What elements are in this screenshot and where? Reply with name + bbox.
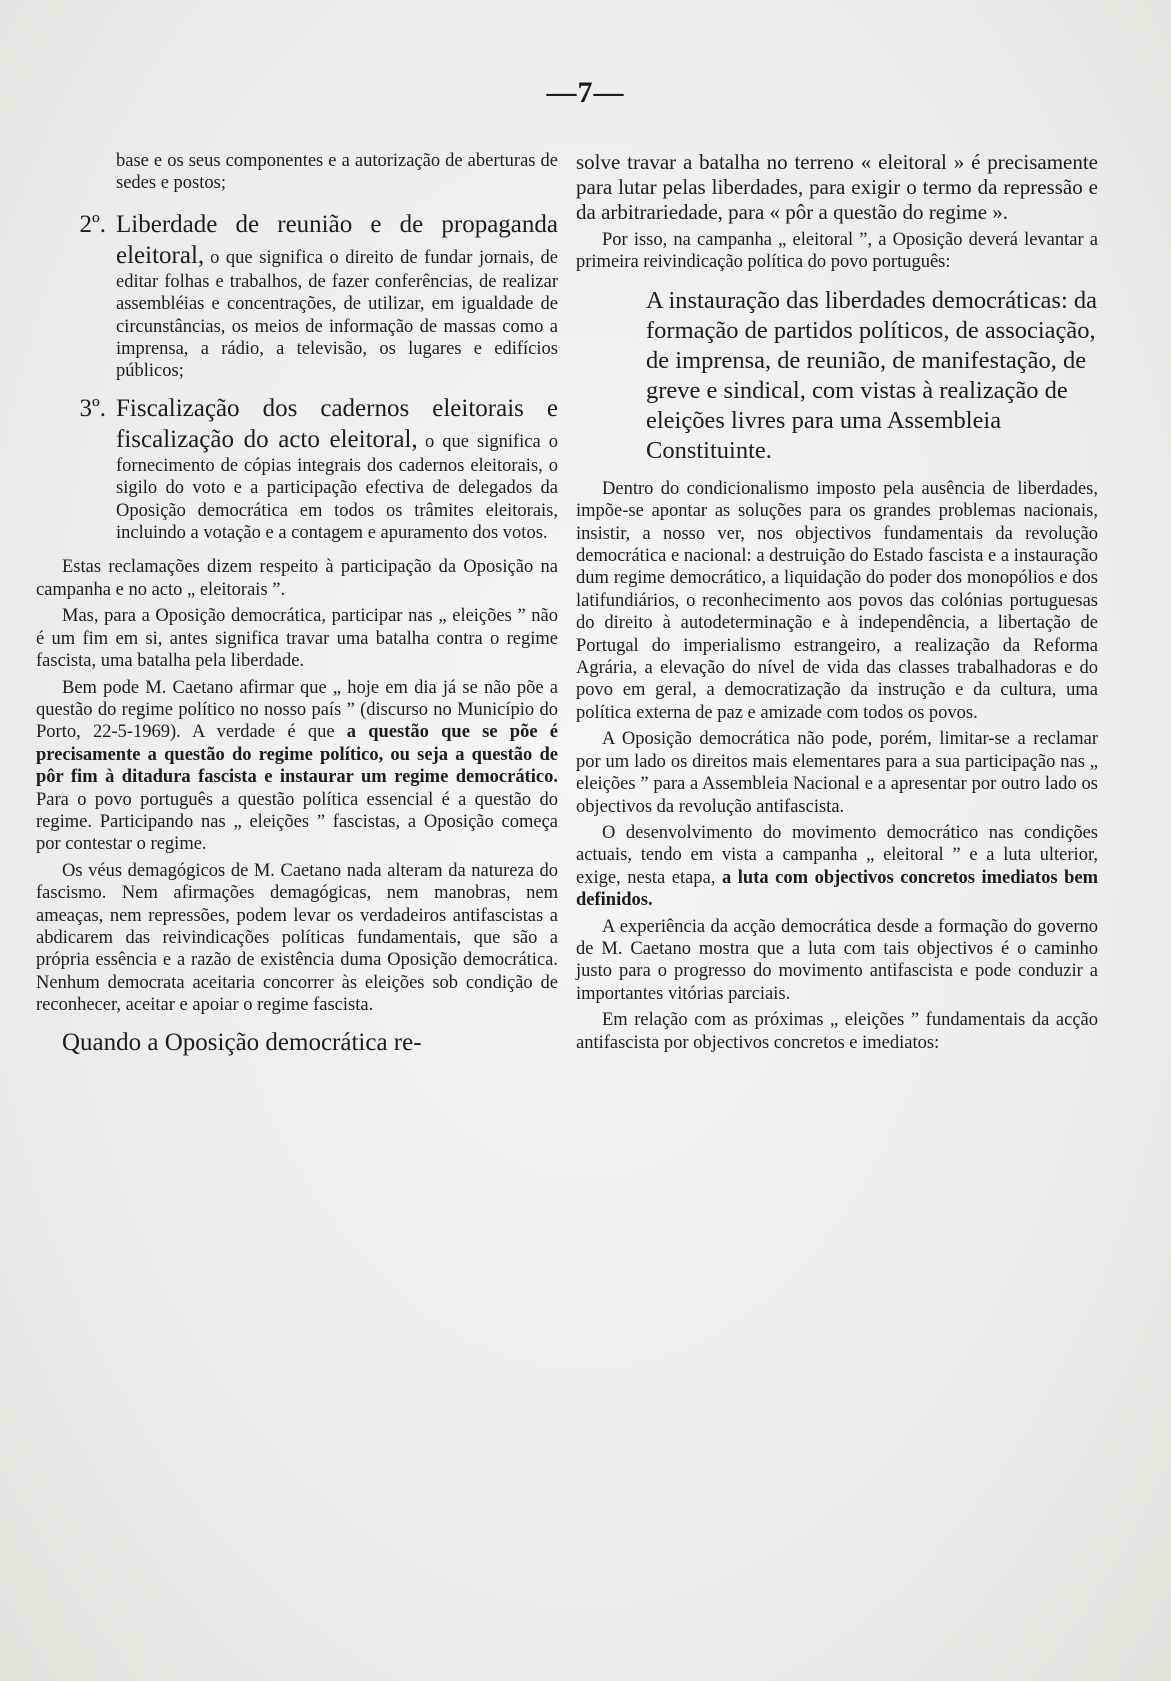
left-paragraph-3-end: Para o povo português a questão política essencial é a questão do regime. Participando nas „ eleições ” fascistas, a Oposição começa por contestar o regime. [36,789,558,855]
item-3 [36,393,558,545]
item-2 [36,209,558,383]
item-2-heading: Liberdade de reunião e de propaganda eleitoral, [116,210,558,269]
item-2-number: 2º. [79,210,106,238]
right-paragraph-7: Em relação com as próximas „ eleições ” fundamentais da acção antifascista por objectivos concretos e imediatos: [576,1010,1098,1053]
right-paragraph-4: A Oposição democrática não pode, porém, limitar-se a reclamar por um lado os direitos mais elementares para a sua participação nas „ eleições ” para a Assembleia Nacional e a apresentar por outro lado os objectivos da revolução antifascista. [576,729,1098,817]
item-3-body: o que significa o fornecimento de cópias integrais dos cadernos eleitorais, o sigilo do voto e a participação efectiva de delegados da Oposição democrática em todos os trâmites eleitorais, incluindo a votação e a contagem e apuramento dos votos. [116,431,558,544]
right-paragraph-5-emphasis: a luta com objectivos concretos imediatos bem definidos. [576,867,1098,911]
right-paragraph-2: Por isso, na campanha „ eleitoral ”, a Oposição deverá levantar a primeira reivindicação política do povo português: [576,230,1098,273]
left-paragraph-2: Mas, para a Oposição democrática, participar nas „ eleições ” não é um fim em si, antes significa travar uma batalha contra o regime fascista, uma batalha pela liberdade. [36,606,558,672]
left-paragraph-3-start: Bem pode M. Caetano afirmar que „ hoje em dia já se não põe a questão do regime político no nosso país ” (discurso no Município do Porto, 22-5-1969). A verdade é que [36,677,558,743]
right-paragraph-1: solve travar a batalha no terreno « eleitoral » é precisamente para lutar pelas liberdades, para exigir o termo da repressão e da arbitrariedade, para « pôr a questão do regime ». [576,150,1098,224]
item-2-body: o que significa o direito de fundar jornais, de editar folhas e trabalhos, de fazer conferências, de realizar assembléias e concentrações, de utilizar, em igualdade de circunstâncias, os meios de informação de massas como a imprensa, a rádio, a televisão, os lugares e edifícios públicos; [116,247,559,382]
left-paragraph-1: Estas reclamações dizem respeito à participação da Oposição na campanha e no acto „ eleitorais ”. [36,557,558,600]
left-paragraph-3 [36,677,558,856]
right-paragraph-5 [576,822,1098,912]
item1-tail: base e os seus componentes e a autorização de aberturas de sedes e postos; [116,151,558,194]
left-column [36,150,558,1058]
right-paragraph-6: A experiência da acção democrática desde a formação do governo de M. Caetano mostra que a luta com tais objectivos é o caminho justo para o progresso do movimento antifascista e pode conduzir a importantes vitórias parciais. [576,916,1098,1004]
item-3-heading: Fiscalização dos cadernos eleitorais e fiscalização do acto eleitoral, [116,394,558,453]
left-paragraph-5-start: Quando a Oposição democrática re- [62,1028,422,1056]
right-paragraph-3: Dentro do condicionalismo imposto pela ausência de liberdades, impõe-se apontar as soluções para os grandes problemas nacionais, insistir, a nosso ver, nos objectivos fundamentais da revolução democrática e nacional: a destruição do Estado fascista e a instauração dum regime democrático, a liquidação do poder dos monopólios e dos latifundiários, o reconhecimento aos povos das colónias portuguesas do direito à autodeterminação e à independência, a libertação de Portugal do imperialismo estrangeiro, a realização da Reforma Agrária, a elevação do nível de vida das classes trabalhadoras e do povo em geral, a democratização da instrução e da cultura, uma política externa de paz e amizade com todos os povos. [576,478,1098,723]
page-number: —7— [546,76,625,109]
liberties-quote: A instauração das liberdades democráticas: da formação de partidos políticos, de associação, de imprensa, de reunião, de manifestação, de greve e sindical, com vistas à realização de eleições livres para uma Assembleia Constituinte. [646,286,1098,464]
right-paragraph-5-start: O desenvolvimento do movimento democrático nas condições actuais, tendo em vista a campanha „ eleitoral ” e a luta ulterior, exige, nesta etapa, [576,822,1098,888]
right-column [576,150,1098,1054]
left-paragraph-4: Os véus demagógicos de M. Caetano nada alteram da natureza do fascismo. Nem afirmações demagógicas, nem manobras, nem ameaças, nem repressões, podem levar os verdadeiros antifascistas a abdicarem das reivindicações políticas fundamentais, que são a própria essência e a razão de existência duma Oposição democrática. Nenhum democrata aceitaria concorrer às eleições sob condição de reconhecer, aceitar e apoiar o regime fascista. [36,860,558,1016]
left-paragraph-3-emphasis: a questão que se põe é precisamente a questão do regime político, ou seja a questão de pôr fim à ditadura fascista e instaurar um regime democrático. [36,722,558,788]
item-3-number: 3º. [79,394,106,422]
